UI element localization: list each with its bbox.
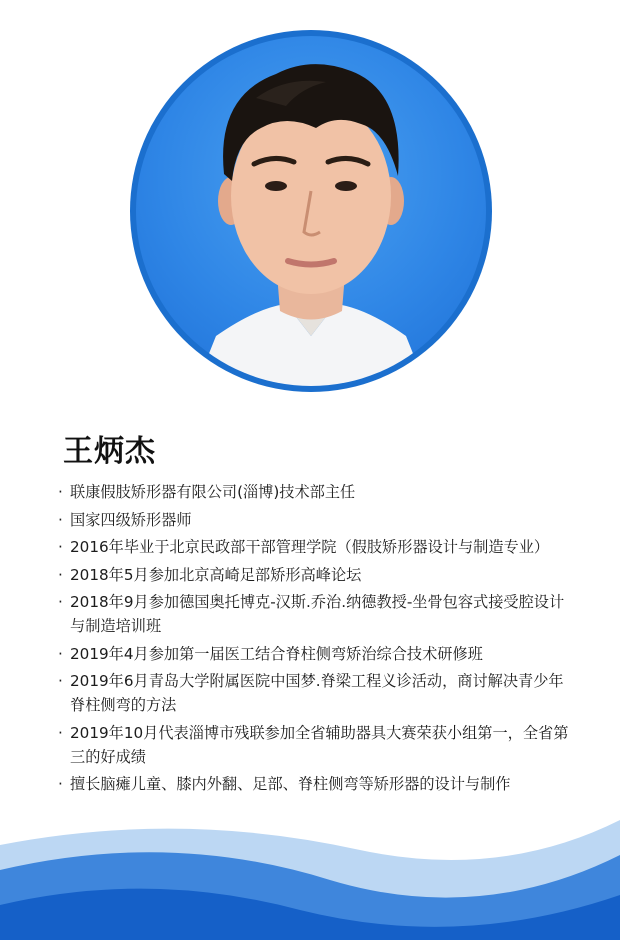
bio-item xyxy=(56,535,576,559)
bullet: · xyxy=(58,483,63,501)
bio-item-text: 2019年6月青岛大学附属医院中国梦.脊梁工程义诊活动，商讨解决青少年脊柱侧弯的方法 xyxy=(70,672,564,714)
bullet: · xyxy=(58,565,63,584)
bio-item xyxy=(56,642,576,666)
bio-item-text: 2019年10月代表淄博市残联参加全省辅助器具大赛荣获小组第一，全省第三的好成绩 xyxy=(70,723,569,766)
bio-item-text: 2018年9月参加德国奥托博克-汉斯.乔治.纳德教授-坐骨包容式接受腔设计与制造培训班 xyxy=(70,593,565,635)
person-illustration xyxy=(136,36,486,386)
profile-photo xyxy=(130,30,492,392)
bio-item xyxy=(56,772,576,796)
bio-item xyxy=(56,508,576,532)
bullet: · xyxy=(58,510,63,529)
bio-item-text: 国家四级矫形器师 xyxy=(70,510,192,529)
bio-item-text: 2018年5月参加北京高崎足部矫形高峰论坛 xyxy=(70,565,362,584)
bullet: · xyxy=(58,644,63,663)
bio-list xyxy=(56,480,576,800)
bio-item xyxy=(56,669,576,717)
bullet: · xyxy=(58,538,63,556)
bullet: · xyxy=(58,593,63,611)
bullet: · xyxy=(58,672,63,690)
bullet: · xyxy=(58,775,63,793)
bio-item xyxy=(56,563,576,587)
bio-item-text: 擅长脑瘫儿童、膝内外翻、足部、脊柱侧弯等矫形器的设计与制作 xyxy=(70,775,511,793)
bio-item-text: 2016年毕业于北京民政部干部管理学院（假肢矫形器设计与制造专业） xyxy=(70,538,550,556)
bio-item-text: 联康假肢矫形器有限公司(淄博)技术部主任 xyxy=(70,483,356,501)
bio-item xyxy=(56,480,576,504)
bullet: · xyxy=(58,723,63,742)
person-name: 王炳杰 xyxy=(63,434,156,469)
bio-item xyxy=(56,721,576,769)
bio-item xyxy=(56,590,576,638)
photo-background xyxy=(136,36,486,386)
bio-item-text: 2019年4月参加第一届医工结合脊柱侧弯矫治综合技术研修班 xyxy=(70,644,483,663)
decorative-wave xyxy=(0,810,620,940)
